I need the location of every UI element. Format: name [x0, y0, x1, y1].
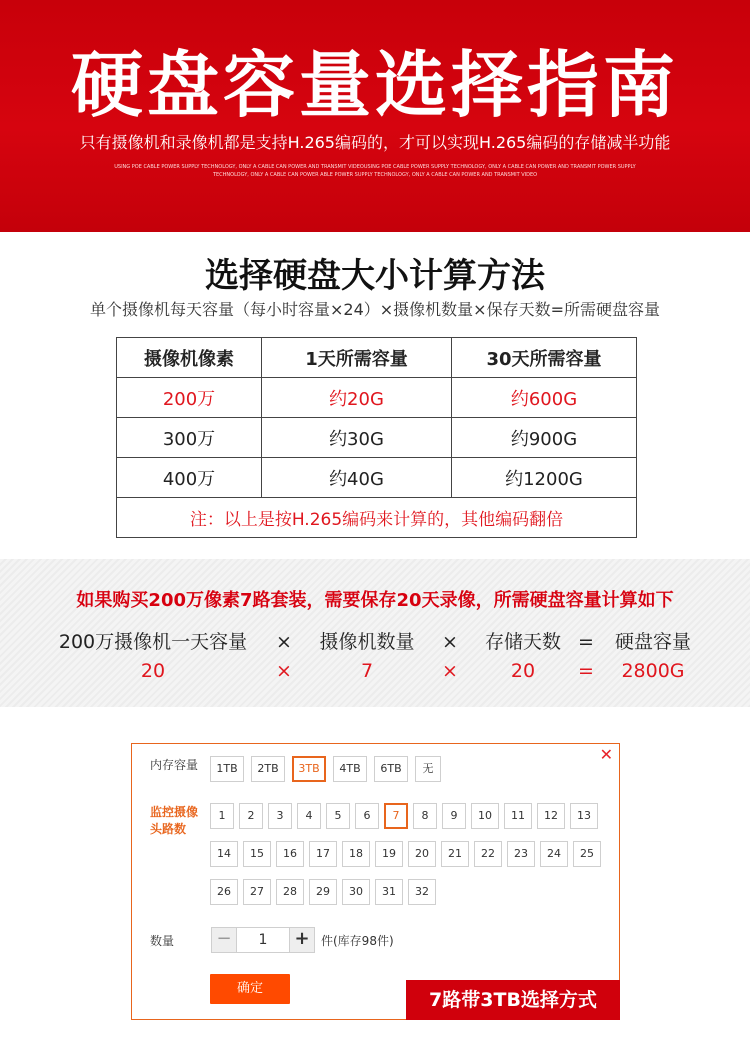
channel-option[interactable]: 10 — [471, 803, 499, 829]
capacity-option[interactable]: 无 — [415, 756, 441, 782]
table-row — [117, 458, 637, 498]
example-operator: = — [578, 631, 594, 653]
channel-option[interactable]: 20 — [408, 841, 436, 867]
calc-formula: 单个摄像机每天容量（每小时容量×24）×摄像机数量×保存天数=所需硬盘容量 — [90, 300, 660, 319]
channel-option[interactable]: 32 — [408, 879, 436, 905]
confirm-button[interactable]: 确定 — [210, 974, 290, 1004]
example-operator: × — [276, 631, 292, 653]
calc-section-title: 选择硬盘大小计算方法 — [205, 256, 545, 296]
capacity-label: 内存容量 — [150, 758, 199, 772]
example-heading: 如果购买200万像素7路套装，需要保存20天录像，所需硬盘容量计算如下 — [76, 590, 674, 611]
sku-selector-panel — [131, 743, 620, 1020]
example-operator: × — [276, 660, 292, 682]
table-cell: 约30G — [262, 418, 452, 458]
example-label: 200万摄像机一天容量 — [58, 631, 248, 653]
capacity-option[interactable]: 1TB — [210, 756, 244, 782]
table-cell: 约40G — [262, 458, 452, 498]
table-cell: 约600G — [452, 378, 637, 418]
capacity-option[interactable]: 3TB — [292, 756, 326, 782]
table-row — [117, 418, 637, 458]
channel-option[interactable]: 6 — [355, 803, 379, 829]
table-header-cell: 1天所需容量 — [262, 338, 452, 378]
example-value: 20 — [510, 660, 536, 682]
example-value: 7 — [360, 660, 374, 682]
banner-title: 硬盘容量选择指南 — [70, 43, 679, 127]
table-note: 注：以上是按H.265编码来计算的，其他编码翻倍 — [117, 498, 637, 538]
quantity-decrement-button[interactable]: − — [211, 927, 237, 953]
channel-option[interactable]: 18 — [342, 841, 370, 867]
channel-option[interactable]: 17 — [309, 841, 337, 867]
table-cell: 约1200G — [452, 458, 637, 498]
example-value: 2800G — [621, 660, 685, 682]
channel-option[interactable]: 30 — [342, 879, 370, 905]
channel-option[interactable]: 13 — [570, 803, 598, 829]
channel-option[interactable]: 12 — [537, 803, 565, 829]
table-cell: 约20G — [262, 378, 452, 418]
capacity-option[interactable]: 6TB — [374, 756, 408, 782]
channel-option[interactable]: 24 — [540, 841, 568, 867]
stock-text: 件(库存98件) — [321, 934, 394, 948]
channel-option[interactable]: 28 — [276, 879, 304, 905]
channel-option[interactable]: 21 — [441, 841, 469, 867]
example-label: 摄像机数量 — [319, 631, 415, 653]
quantity-increment-button[interactable]: + — [289, 927, 315, 953]
channel-option[interactable]: 14 — [210, 841, 238, 867]
table-row — [117, 378, 637, 418]
channel-option[interactable]: 15 — [243, 841, 271, 867]
channel-option[interactable]: 19 — [375, 841, 403, 867]
banner-fine-print: USING POE CABLE POWER SUPPLY TECHNOLOGY, ONLY A CABLE CAN POWER AND TRANSMIT VIDEOUSING POE CABLE POWER SUPPLY TECHNOLOGY, ONLY A CABLE CAN POWER AND TRANSMIT POWER SUPPLY TECHNOLOGY, ONLY A CABLE CAN POWER ABLE POWER SUPPLY TECHNOLOGY, ONLY A CABLE CAN POWER AND TRANSMIT VIDEO — [114, 164, 636, 178]
example-label: 硬盘容量 — [614, 631, 691, 653]
selection-caption: 7路带3TB选择方式 — [406, 980, 620, 1020]
channel-option[interactable]: 16 — [276, 841, 304, 867]
table-cell: 约900G — [452, 418, 637, 458]
channel-option[interactable]: 4 — [297, 803, 321, 829]
channel-option[interactable]: 29 — [309, 879, 337, 905]
table-header-cell: 30天所需容量 — [452, 338, 637, 378]
example-operator: × — [442, 631, 458, 653]
channel-option[interactable]: 22 — [474, 841, 502, 867]
channel-option[interactable]: 3 — [268, 803, 292, 829]
table-header-cell: 摄像机像素 — [117, 338, 262, 378]
table-header-row — [117, 338, 637, 378]
banner-subtitle: 只有摄像机和录像机都是支持H.265编码的，才可以实现H.265编码的存储减半功能 — [79, 133, 671, 152]
example-value-row — [0, 658, 750, 684]
example-operator: × — [442, 660, 458, 682]
channel-option[interactable]: 11 — [504, 803, 532, 829]
channel-option[interactable]: 9 — [442, 803, 466, 829]
channel-option[interactable]: 27 — [243, 879, 271, 905]
close-icon[interactable]: ✕ — [599, 745, 613, 764]
example-operator: = — [578, 660, 594, 682]
quantity-input[interactable]: 1 — [237, 927, 289, 953]
capacity-table — [116, 337, 637, 538]
channel-option[interactable]: 1 — [210, 803, 234, 829]
table-cell: 300万 — [117, 418, 262, 458]
example-value: 20 — [140, 660, 166, 682]
example-label: 存储天数 — [484, 631, 561, 653]
table-note-row — [117, 498, 637, 538]
channel-option[interactable]: 25 — [573, 841, 601, 867]
example-label-row — [0, 629, 750, 655]
channels-label-line1: 监控摄像 — [150, 805, 199, 819]
channel-option[interactable]: 2 — [239, 803, 263, 829]
hero-banner — [0, 0, 750, 232]
channel-option[interactable]: 7 — [384, 803, 408, 829]
channel-option[interactable]: 23 — [507, 841, 535, 867]
channel-option[interactable]: 26 — [210, 879, 238, 905]
capacity-option[interactable]: 2TB — [251, 756, 285, 782]
capacity-option[interactable]: 4TB — [333, 756, 367, 782]
channel-option[interactable]: 8 — [413, 803, 437, 829]
table-cell: 400万 — [117, 458, 262, 498]
quantity-label: 数量 — [150, 934, 175, 948]
channel-option[interactable]: 31 — [375, 879, 403, 905]
table-cell: 200万 — [117, 378, 262, 418]
example-section — [0, 559, 750, 707]
channel-option[interactable]: 5 — [326, 803, 350, 829]
channels-label-line2: 头路数 — [150, 822, 187, 836]
